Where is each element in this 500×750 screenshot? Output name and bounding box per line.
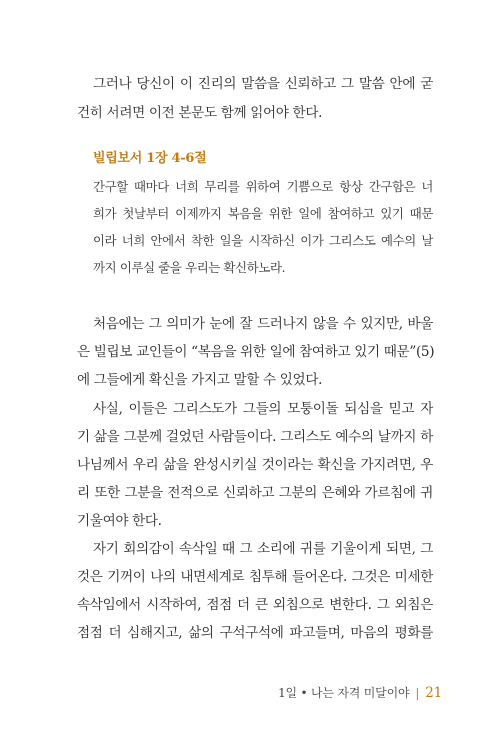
scripture-line: 희가 첫날부터 이제까지 복음을 위한 일에 참여하고 있기 때문 <box>93 206 433 221</box>
body-line: 기울여야 한다. <box>77 513 162 529</box>
body-line: 기 삶을 그분께 걸었던 사람들이다. 그리스도 예수의 날까지 하 <box>77 429 433 445</box>
body-line: 리 또한 그분을 전적으로 신뢰하고 그분의 은혜와 가르침에 귀 <box>77 485 433 501</box>
body-line: 점점 더 심해지고, 삶의 구석구석에 파고들며, 마음의 평화를 <box>77 625 433 641</box>
body-line: 사실, 이들은 그리스도가 그들의 모퉁이돌 되심을 믿고 자 <box>93 401 433 417</box>
scripture-line: 이라 너희 안에서 착한 일을 시작하신 이가 그리스도 예수의 날 <box>93 233 433 248</box>
body-line: 자기 회의감이 속삭일 때 그 소리에 귀를 기울이게 되면, 그 <box>93 541 433 557</box>
footer-separator: | <box>415 686 420 700</box>
body-line: 에 그들에게 확신을 가지고 말할 수 있었다. <box>77 372 323 388</box>
body-line: 것은 기꺼이 나의 내면세계로 침투해 들어온다. 그것은 미세한 <box>77 569 433 585</box>
body-line: 나님께서 우리 삶을 완성시키실 것이라는 확신을 가지려면, 우 <box>77 457 433 473</box>
page-footer <box>278 685 442 701</box>
page-number: 21 <box>425 685 442 701</box>
body-line: 은 빌립보 교인들이 “복음을 위한 일에 참여하고 있기 때문”(5) <box>77 344 435 360</box>
scripture-reference: 빌립보서 1장 4-6절 <box>93 151 207 166</box>
scripture-line: 간구할 때마다 너희 무리를 위하여 기쁨으로 항상 간구함은 너 <box>93 179 433 194</box>
body-line: 처음에는 그 의미가 눈에 잘 드러나지 않을 수 있지만, 바울 <box>93 316 433 332</box>
body-line: 속삭임에서 시작하여, 점점 더 큰 외침으로 변한다. 그 외침은 <box>77 597 433 613</box>
intro-line: 건히 서려면 이전 본문도 함께 읽어야 한다. <box>77 105 323 121</box>
chapter-title: 1일 • 나는 자격 미달이야 <box>278 686 410 700</box>
intro-line: 그러나 당신이 이 진리의 말씀을 신뢰하고 그 말씀 안에 굳 <box>93 76 433 92</box>
scripture-line: 까지 이루실 줄을 우리는 확신하노라. <box>93 260 286 275</box>
